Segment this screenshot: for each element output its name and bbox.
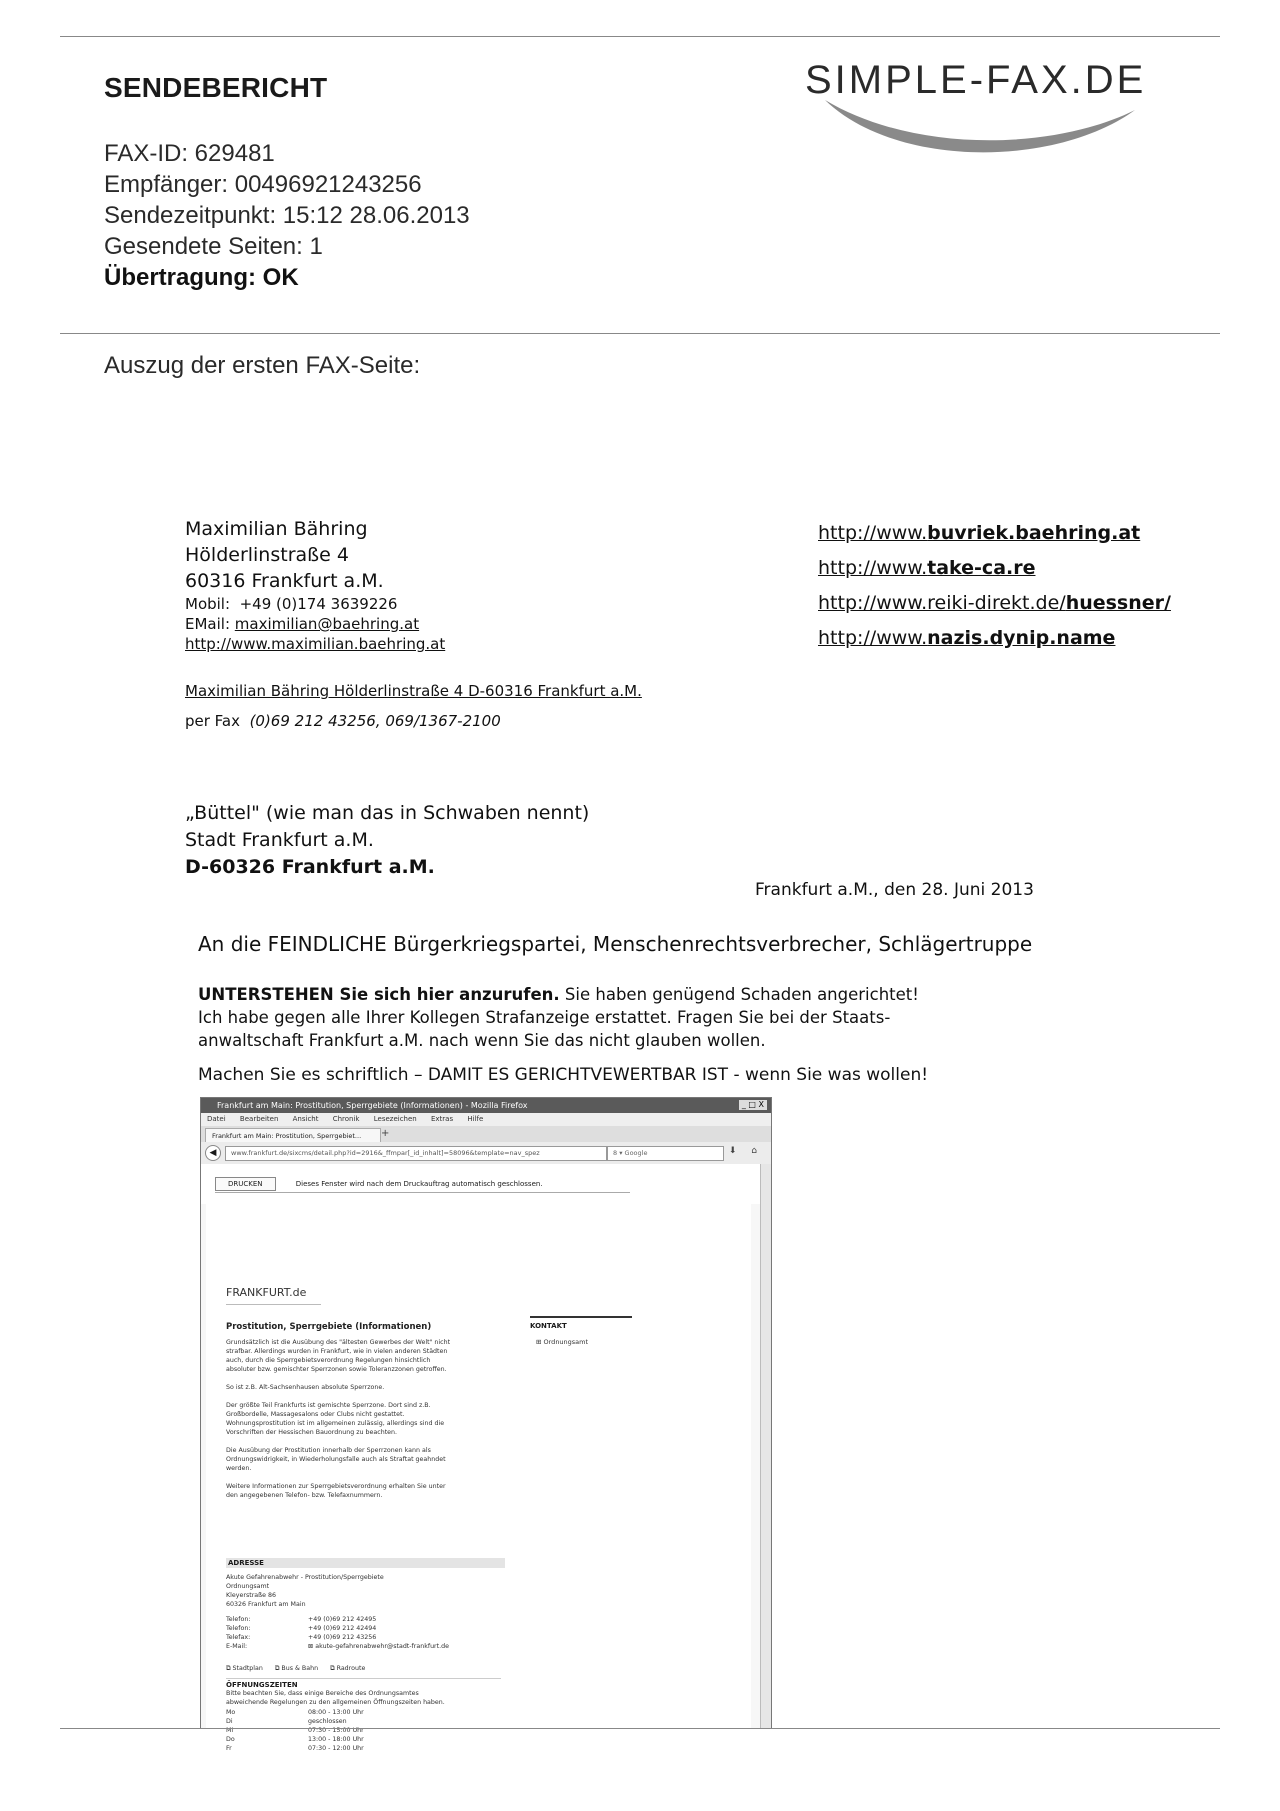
- menu-item[interactable]: Chronik: [332, 1115, 360, 1123]
- page-body-text: [226, 1338, 496, 1509]
- simple-fax-logo: [805, 58, 1205, 158]
- menu-item[interactable]: Bearbeiten: [239, 1115, 279, 1123]
- paragraph: So ist z.B. Alt-Sachsenhausen absolute Sperrzone.: [226, 1384, 385, 1391]
- page-heading: Prostitution, Sperrgebiete (Informationen): [226, 1322, 432, 1332]
- per-fax-line: [185, 712, 501, 730]
- kontakt-heading: KONTAKT: [530, 1316, 632, 1330]
- print-button[interactable]: DRUCKEN: [215, 1177, 276, 1191]
- hours-row: Do 13:00 - 18:00 Uhr: [226, 1736, 364, 1743]
- site-underline: [226, 1304, 321, 1305]
- toolbar-icons[interactable]: ⬇ ⌂: [728, 1146, 763, 1156]
- send-time: Sendezeitpunkt: 15:12 28.06.2013: [104, 202, 470, 229]
- new-tab-button[interactable]: +: [381, 1128, 390, 1139]
- para-line-2: Ich habe gegen alle Ihrer Kollegen Strafanzeige erstattet. Fragen Sie bei der Staats-: [198, 1008, 891, 1027]
- email-link[interactable]: maximilian@baehring.at: [234, 615, 420, 633]
- menu-item[interactable]: Lesezeichen: [373, 1115, 417, 1123]
- paragraph: Weitere Informationen zur Sperrgebietsverordnung erhalten Sie unter den angegebenen Telefon- bzw. Telefaxnummern.: [226, 1483, 446, 1499]
- opening-hours-table: [226, 1708, 364, 1753]
- back-arrow-icon[interactable]: ◀: [205, 1145, 221, 1161]
- search-box[interactable]: 8 ▾ Google: [607, 1146, 724, 1161]
- hours-row: Di geschlossen: [226, 1718, 347, 1725]
- paragraph: Der größte Teil Frankfurts ist gemischte Sperrzone. Dort sind z.B. Großbordelle, Massagesalons oder Clubs nicht gestattet. Wohnungsprostitution ist im allgemeinen zulässig, allerdings sind die Vorschriften der Hessischen Bauordnung zu beachten.: [226, 1402, 445, 1436]
- opening-hours-heading: ÖFFNUNGSZEITEN: [226, 1678, 501, 1689]
- window-controls[interactable]: _ □ X: [739, 1100, 767, 1110]
- letter-date: Frankfurt a.M., den 28. Juni 2013: [755, 880, 1034, 900]
- paragraph: Die Ausübung der Prostitution innerhalb der Sperrzonen kann als Ordnungswidrigkeit, in Wiederholungsfalle auch als Straftat geahndet werden.: [226, 1447, 446, 1472]
- sender-city: 60316 Frankfurt a.M.: [185, 570, 384, 592]
- email-label: EMail:: [185, 615, 230, 633]
- print-note: Dieses Fenster wird nach dem Druckauftrag automatisch geschlossen.: [295, 1180, 543, 1188]
- middle-divider: [60, 333, 1220, 334]
- browser-menu-bar: [201, 1113, 771, 1126]
- link-item[interactable]: http://www.take-ca.re: [818, 557, 1036, 579]
- letter-demand: Machen Sie es schriftlich – DAMIT ES GERICHTVEWERTBAR IST - wenn Sie was wollen!: [198, 1065, 929, 1085]
- letter-headline: An die FEINDLICHE Bürgerkriegspartei, Menschenrechtsverbrecher, Schlägertruppe: [198, 932, 1033, 956]
- contact-row: Telefon: +49 (0)69 212 42495: [226, 1616, 377, 1623]
- para-rest: Sie haben genügend Schaden angerichtet!: [559, 985, 919, 1004]
- browser-title-bar: [201, 1098, 771, 1113]
- bottom-divider: [60, 1728, 1220, 1729]
- report-title: SENDEBERICHT: [104, 72, 328, 103]
- top-divider: [60, 36, 1220, 37]
- page-scrollbar[interactable]: [760, 1164, 771, 1728]
- letter-paragraph: [198, 983, 919, 1052]
- recipient-line-3: D-60326 Frankfurt a.M.: [185, 856, 435, 878]
- hours-row: Fr 07:30 - 12:00 Uhr: [226, 1745, 364, 1752]
- browser-viewport: [201, 1164, 771, 1752]
- contact-table: [226, 1615, 449, 1651]
- map-link[interactable]: ⧉ Radroute: [330, 1665, 366, 1672]
- per-fax-label: per Fax: [185, 712, 241, 730]
- pages-sent: Gesendete Seiten: 1: [104, 233, 323, 260]
- sender-website[interactable]: http://www.maximilian.baehring.at: [185, 635, 446, 653]
- contact-row: Telefon: +49 (0)69 212 42494: [226, 1625, 377, 1632]
- recipient-number: Empfänger: 00496921243256: [104, 171, 422, 198]
- sender-block: [185, 516, 445, 654]
- print-bar: [215, 1176, 630, 1193]
- url-bar[interactable]: www.frankfurt.de/sixcms/detail.php?id=2916&_ffmpar[_id_inhalt]=58096&template=nav_spez: [225, 1146, 607, 1161]
- fax-metadata: [104, 138, 470, 293]
- para-bold: UNTERSTEHEN Sie sich hier anzurufen.: [198, 985, 560, 1004]
- browser-tab-strip: [201, 1126, 771, 1142]
- sender-email: [185, 614, 445, 634]
- per-fax-numbers: (0)69 212 43256, 069/1367-2100: [249, 712, 501, 730]
- page-content: [206, 1200, 751, 1752]
- sender-street: Hölderlinstraße 4: [185, 544, 349, 566]
- sender-name: Maximilian Bähring: [185, 518, 368, 540]
- browser-title: Frankfurt am Main: Prostitution, Sperrgebiete (Informationen) - Mozilla Firefox: [217, 1101, 528, 1110]
- contact-row: E-Mail: ⊠ akute-gefahrenabwehr@stadt-frankfurt.de: [226, 1643, 449, 1650]
- link-list: [818, 516, 1171, 656]
- link-item[interactable]: http://www.nazis.dynip.name: [818, 627, 1116, 649]
- browser-tab[interactable]: Frankfurt am Main: Prostitution, Sperrgebiet...: [205, 1128, 381, 1143]
- logo-text: SIMPLE-FAX.DE: [805, 58, 1147, 102]
- recipient-line-2: Stadt Frankfurt a.M.: [185, 829, 374, 851]
- kontakt-link[interactable]: ⊞ Ordnungsamt: [536, 1338, 589, 1346]
- menu-item[interactable]: Ansicht: [292, 1115, 319, 1123]
- map-link[interactable]: ⧉ Stadtplan: [226, 1665, 263, 1672]
- transmission-status: Übertragung: OK: [104, 264, 299, 291]
- site-name[interactable]: FRANKFURT.de: [226, 1286, 307, 1299]
- hours-row: Mi 07:30 - 15:00 Uhr: [226, 1727, 364, 1734]
- menu-item[interactable]: Hilfe: [467, 1115, 484, 1123]
- embedded-browser-screenshot: [200, 1097, 772, 1752]
- link-item[interactable]: http://www.buvriek.baehring.at: [818, 522, 1141, 544]
- link-item[interactable]: http://www.reiki-direkt.de/huessner/: [818, 592, 1171, 614]
- opening-hours-note: Bitte beachten Sie, dass einige Bereiche des Ordnungsamtes abweichende Regelungen zu den allgemeinen Öffnungszeiten haben.: [226, 1690, 445, 1706]
- para-line-3: anwaltschaft Frankfurt a.M. nach wenn Sie das nicht glauben wollen.: [198, 1031, 766, 1050]
- map-link[interactable]: ⧉ Bus & Bahn: [274, 1665, 319, 1672]
- fax-id: FAX-ID: 629481: [104, 140, 275, 167]
- mobile-label: Mobil:: [185, 595, 231, 613]
- menu-item[interactable]: Extras: [430, 1115, 454, 1123]
- address-lines: Akute Gefahrenabwehr - Prostitution/Sperrgebiete Ordnungsamt Kleyerstraße 86 60326 Frankfurt am Main: [226, 1574, 384, 1608]
- logo-swoosh-icon: [805, 58, 1205, 158]
- return-address: Maximilian Bähring Hölderlinstraße 4 D-60316 Frankfurt a.M.: [185, 682, 642, 700]
- browser-nav-bar: [201, 1142, 771, 1165]
- address-heading: ADRESSE: [226, 1558, 505, 1568]
- menu-item[interactable]: Datei: [207, 1115, 226, 1123]
- recipient-line-1: „Büttel" (wie man das in Schwaben nennt): [185, 802, 590, 824]
- contact-row: Telefax: +49 (0)69 212 43256: [226, 1634, 377, 1641]
- recipient-block: [185, 800, 589, 881]
- hours-row: Mo 08:00 - 13:00 Uhr: [226, 1709, 364, 1716]
- paragraph: Grundsätzlich ist die Ausübung des "ältesten Gewerbes der Welt" nicht strafbar. Allerdings wurden in Frankfurt, wie in vielen anderen Städten auch, durch die Sperrgebietsverordnung Regelungen hinsichtlich absoluter bzw. gemischter Sperrzonen sowie Toleranzzonen getroffen.: [226, 1339, 451, 1373]
- sender-mobile: [185, 594, 445, 614]
- map-links: [226, 1665, 375, 1673]
- excerpt-label: Auszug der ersten FAX-Seite:: [104, 352, 421, 379]
- mobile-number: +49 (0)174 3639226: [239, 595, 398, 613]
